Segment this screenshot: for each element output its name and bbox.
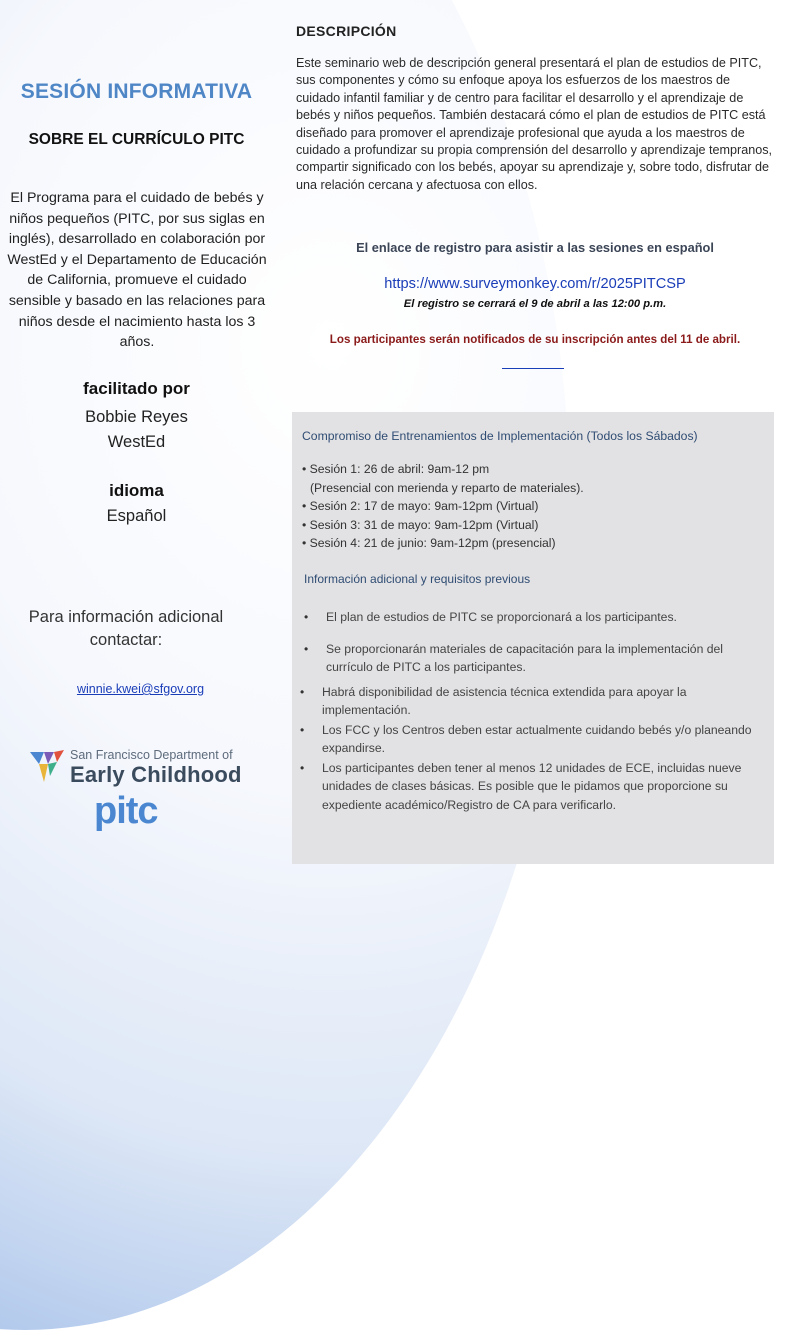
registration-heading: El enlace de registro para asistir a las sesiones en español [356, 240, 714, 255]
notification-notice: Los participantes serán notificados de su inscripción antes del 11 de abril. [329, 333, 741, 346]
bullet-icon: • [300, 723, 305, 737]
org-logo [28, 748, 268, 840]
contact-email-link[interactable]: winnie.kwei@sfgov.org [76, 682, 205, 696]
bullet-icon: • [300, 685, 305, 699]
requirement-text: Los participantes deben tener al menos 12 unidades de ECE, incluidas nueve unidades de clases básicas. Es posible que le pidamos que proporcione su expediente académico/Registro de CA para verificarlo. [322, 761, 742, 812]
contact-line-1: Para información adicional [28, 608, 224, 626]
session-list [302, 460, 762, 553]
logo-mark-icon [30, 750, 70, 786]
requirement-text: Se proporcionarán materiales de capacitación para la implementación del currículo de PITC a los participantes. [326, 642, 723, 675]
requirement-item [300, 721, 760, 758]
description-body: Este seminario web de descripción general presentará el plan de estudios de PITC, sus componentes y cómo su enfoque apoya los esfuerzos de los maestros de cuidado infantil familiar y de centro para facilitar el desarrollo y el aprendizaje de bebés y niños pequeños. También destacará cómo el plan de estudios de PITC está diseñado para promover el aprendizaje profesional que ayuda a los maestros de cuidado a profundizar su propia comprensión del desarrollo y aprendizaje tempranos, compartir significado con los bebés, apoyar su aprendizaje y, sobre todo, disfrutar de una relación cercana y afectuosa con ellos. [296, 56, 773, 192]
facilitator-info [0, 405, 273, 455]
intro-paragraph: El Programa para el cuidado de bebés y niños pequeños (PITC, por sus siglas en inglés), desarrollado en colaboración por WestEd y el Departamento de Educación de California, promueve el cuidado sensible y basado en las relaciones para niños desde el nacimiento hasta los 3 años. [7, 190, 267, 351]
bullet-icon: • [304, 610, 309, 624]
facilitator-label: facilitado por [83, 379, 190, 398]
page-title: SESIÓN INFORMATIVA [20, 80, 253, 103]
training-heading: Compromiso de Entrenamientos de Implementación (Todos los Sábados) [302, 429, 698, 443]
requirement-text: El plan de estudios de PITC se proporcionará a los participantes. [326, 610, 677, 624]
contact-text [0, 606, 252, 652]
registration-link[interactable]: https://www.surveymonkey.com/r/2025PITCSP [384, 276, 686, 292]
contact-line-2: contactar: [89, 631, 163, 649]
facilitator-name: Bobbie Reyes [85, 408, 188, 426]
session-item: • Sesión 1: 26 de abril: 9am-12 pm [302, 462, 490, 476]
bullet-icon: • [300, 761, 305, 775]
description-heading: DESCRIPCIÓN [296, 23, 397, 39]
session-item: • Sesión 3: 31 de mayo: 9am-12pm (Virtual) [302, 517, 539, 532]
logo-brand: pitc [94, 790, 158, 832]
registration-closing: El registro se cerrará el 9 de abril a las 12:00 p.m. [403, 298, 667, 310]
logo-org-main: Early Childhood [70, 762, 242, 787]
page-subtitle: SOBRE EL CURRÍCULO PITC [28, 131, 245, 148]
requirement-text: Los FCC y los Centros deben estar actualmente cuidando bebés y/o planeando expandirse. [322, 723, 752, 756]
language-label: idioma [109, 481, 164, 500]
requirement-item [300, 759, 760, 814]
requirement-item [300, 683, 760, 720]
requirement-text: Habrá disponibilidad de asistencia técnica extendida para apoyar la implementación. [322, 685, 687, 718]
requirements-heading: Información adicional y requisitos previous [304, 572, 531, 586]
session-item: • Sesión 2: 17 de mayo: 9am-12pm (Virtual) [302, 499, 539, 514]
bullet-icon: • [304, 642, 309, 656]
requirement-item [300, 640, 760, 677]
requirement-item [300, 608, 760, 626]
divider-line [502, 368, 564, 369]
logo-org-line: San Francisco Department of [70, 748, 233, 762]
training-info-box [292, 412, 774, 864]
session-item: (Presencial con merienda y reparto de materiales). [310, 480, 584, 495]
session-item: • Sesión 4: 21 de junio: 9am-12pm (presencial) [302, 536, 556, 551]
facilitator-org: WestEd [107, 433, 166, 451]
language-value: Español [106, 507, 167, 525]
